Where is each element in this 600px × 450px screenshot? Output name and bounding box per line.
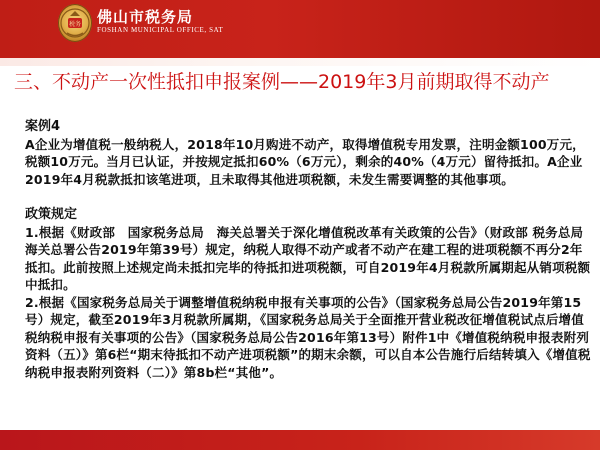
header-divider-band [0,58,600,66]
emblem-text: 税务 [68,21,82,28]
office-name: 佛山市税务局 [97,8,194,26]
tax-emblem-icon [58,4,92,42]
slide-content [25,118,593,381]
paragraph-gap [25,188,593,206]
header-banner [0,0,600,58]
policy-item-2: 2.根据《国家税务总局关于调整增值税纳税申报有关事项的公告》（国家税务总局公告2019年第15号）规定，截至2019年3月税款所属期，《国家税务总局关于全面推开营业税改征增值税试点后增值税纳税申报有关事项的公告》（国家税务总局公告2016年第13号）附件1中《增值税纳税申报表附列资料（五）》第6栏“期末待抵扣不动产进项税额”的期末余额，可以自本公告施行后结转填入《增值税纳税申报表附列资料（二）》第8b栏“其他”。 [25,294,591,380]
case-heading: 案例4 [25,119,61,134]
footer-bar [0,430,600,450]
policy-heading: 政策规定 [25,207,78,222]
slide-title: 三、不动产一次性抵扣申报案例——2019年3月前期取得不动产 [14,71,550,93]
office-name-en: FOSHAN MUNICIPAL OFFICE, SAT [97,26,224,34]
policy-item-1: 1.根据《财政部 国家税务总局 海关总署关于深化增值税改革有关政策的公告》（财政部 税务总局 海关总署公告2019年第39号）规定，纳税人取得不动产或者不动产在建工程的进项税额不再分2年抵扣。此前按照上述规定尚未抵扣完毕的待抵扣进项税额，可自2019年4月税款所属期起从销项税额中抵扣。 [25,224,591,292]
case-text: A企业为增值税一般纳税人，2018年10月购进不动产，取得增值税专用发票，注明金额100万元，税额10万元。当月已认证，并按规定抵扣60%（6万元），剩余的40%（4万元）留待抵扣。A企业2019年4月税款抵扣该笔进项，且未取得其他进项税额，未发生需要调整的其他事项。 [25,136,585,187]
